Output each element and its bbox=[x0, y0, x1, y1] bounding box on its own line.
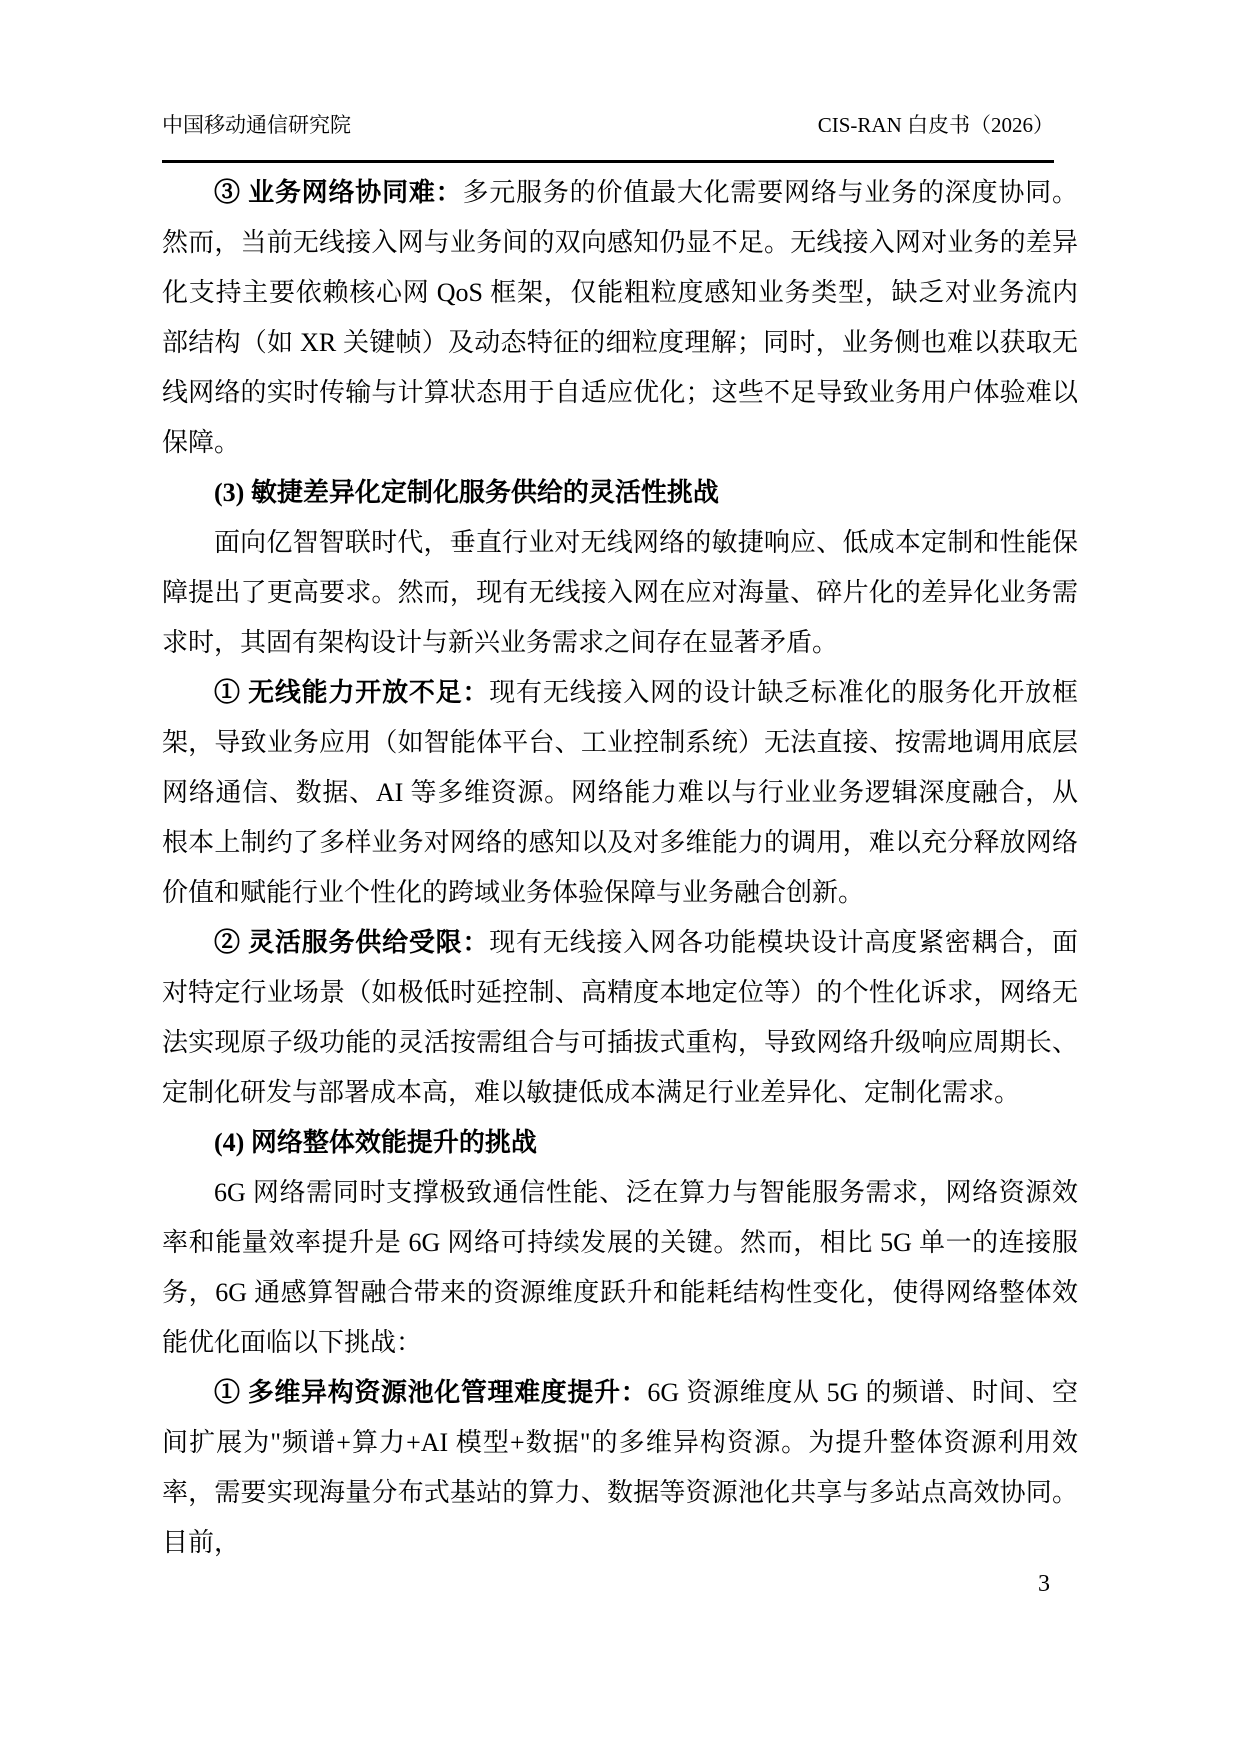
header-left-text: 中国移动通信研究院 bbox=[162, 113, 351, 137]
paragraph-text: 多元服务的价值最大化需要网络与业务的深度协同。然而，当前无线接入网与业务间的双向感知仍显不足。无线接入网对业务的差异化支持主要依赖核心网 QoS 框架，仅能粗粒度感知业务类型，缺乏对业务流内部结构（如 XR 关键帧）及动态特征的细粒度理解；同时，业务侧也难以获取无线网络的实时传输与计算状态用于自适应优化；这些不足导致业务用户体验难以保障。 bbox=[162, 178, 1078, 457]
header-right-text: CIS-RAN 白皮书（2026） bbox=[817, 113, 1054, 137]
paragraph-text: 现有无线接入网的设计缺乏标准化的服务化开放框架，导致业务应用（如智能体平台、工业控制系统）无法直接、按需地调用底层网络通信、数据、AI 等多维资源。网络能力难以与行业业务逻辑深度融合，从根本上制约了多样业务对网络的感知以及对多维能力的调用，难以充分释放网络价值和赋能行业个性化的跨域业务体验保障与业务融合创新。 bbox=[162, 678, 1078, 907]
paragraph-text: 面向亿智智联时代，垂直行业对无线网络的敏捷响应、低成本定制和性能保障提出了更高要求。然而，现有无线接入网在应对海量、碎片化的差异化业务需求时，其固有架构设计与新兴业务需求之间存在显著矛盾。 bbox=[162, 528, 1078, 657]
paragraph-lead: ① 多维异构资源池化管理难度提升： bbox=[214, 1378, 648, 1407]
paragraph-lead: ② 灵活服务供给受限： bbox=[214, 928, 490, 957]
paragraph-text: 现有无线接入网各功能模块设计高度紧密耦合，面对特定行业场景（如极低时延控制、高精度本地定位等）的个性化诉求，网络无法实现原子级功能的灵活按需组合与可插拔式重构，导致网络升级响应周期长、定制化研发与部署成本高，难以敏捷低成本满足行业差异化、定制化需求。 bbox=[162, 928, 1078, 1107]
paragraph bbox=[162, 518, 1078, 668]
section-heading: (3) 敏捷差异化定制化服务供给的灵活性挑战 bbox=[214, 478, 719, 507]
document-body bbox=[162, 168, 1078, 1568]
paragraph bbox=[162, 1368, 1078, 1568]
section-heading: (4) 网络整体效能提升的挑战 bbox=[214, 1128, 537, 1157]
paragraph bbox=[162, 668, 1078, 918]
page-header bbox=[162, 110, 1054, 140]
page-number: 3 bbox=[1038, 1571, 1050, 1597]
paragraph bbox=[162, 918, 1078, 1118]
paragraph bbox=[162, 168, 1078, 468]
paragraph-text: 6G 资源维度从 5G 的频谱、时间、空间扩展为"频谱+算力+AI 模型+数据"的多维异构资源。为提升整体资源利用效率，需要实现海量分布式基站的算力、数据等资源池化共享与多站点高效协同。目前， bbox=[162, 1378, 1078, 1557]
paragraph bbox=[162, 1168, 1078, 1368]
header-rule bbox=[162, 160, 1054, 163]
paragraph-lead: ① 无线能力开放不足： bbox=[214, 678, 490, 707]
paragraph-lead: ③ 业务网络协同难： bbox=[214, 178, 463, 207]
paragraph-text: 6G 网络需同时支撑极致通信性能、泛在算力与智能服务需求，网络资源效率和能量效率提升是 6G 网络可持续发展的关键。然而，相比 5G 单一的连接服务，6G 通感算智融合带来的资源维度跃升和能耗结构性变化，使得网络整体效能优化面临以下挑战： bbox=[162, 1178, 1078, 1357]
